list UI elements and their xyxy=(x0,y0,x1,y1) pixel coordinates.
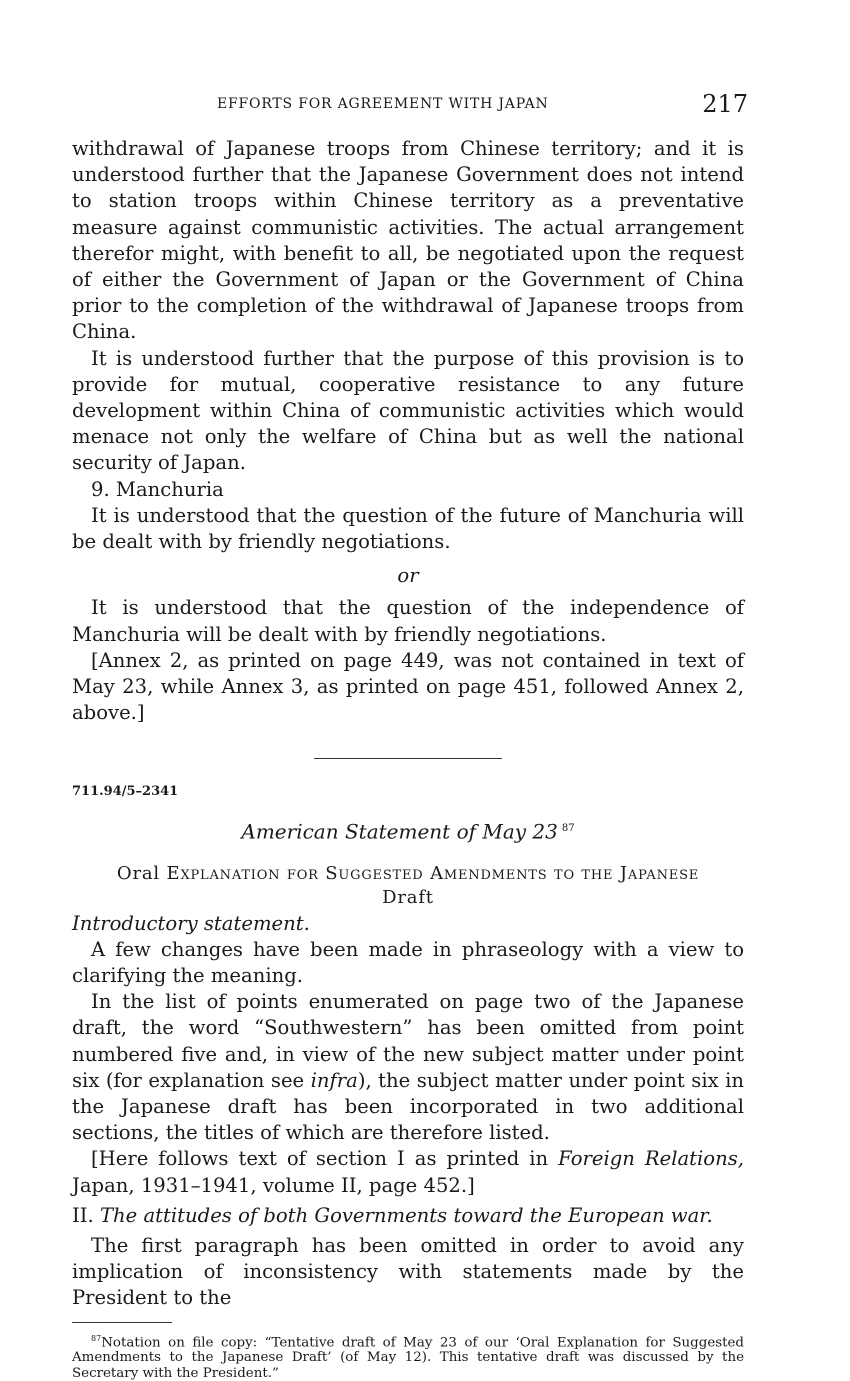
footnote-divider xyxy=(72,1322,172,1323)
file-number: 711.94/5–2341 xyxy=(72,784,179,800)
title-footnote-ref: 87 xyxy=(561,822,575,834)
points-paragraph xyxy=(72,989,744,1146)
footnote-text: Notation on file copy: “Tentative draft of May 23 of our ‘Oral Explanation for Suggested Amendments to the Japanese Draft’ (of May 12). This tentative draft was discussed by the Secretary with the President.” xyxy=(72,1335,744,1381)
page-header xyxy=(72,90,748,122)
continued-paragraph: withdrawal of Japanese troops from Chinese territory; and it is understood further that the Japanese Government does not intend to station troops within Chinese territory as a preventative measure against communistic activities. The actual arrangement therefor might, with benefit to all, be negotiated upon the request of either the Government of Japan or the Government of China prior to the completion of the withdrawal of Japanese troops from China. xyxy=(72,137,744,344)
or-separator: or xyxy=(397,564,419,588)
page-body xyxy=(72,136,744,1381)
phraseology-paragraph: A few changes have been made in phraseology with a view to clarifying the meaning. xyxy=(72,937,744,987)
footnote xyxy=(72,1331,744,1381)
annex-editorial-note: [Annex 2, as printed on page 449, was not contained in text of May 23, while Annex 3, as printed on page 451, followed Annex 2, above.] xyxy=(72,648,744,725)
points-text-1: In the list of points enumerated on page two of the Japanese draft, the word “Southwestern” has been omitted from point numbered five and, in view of the new subject matter under point six (for explanation see xyxy=(72,990,744,1092)
section2-number: II. xyxy=(72,1203,94,1227)
heading-word: Amendments xyxy=(430,862,548,884)
footnote-number: 87 xyxy=(91,1333,102,1343)
intro-label: Introductory statement. xyxy=(72,911,310,935)
page-number: 217 xyxy=(702,90,748,118)
item-label-manchuria: 9. Manchuria xyxy=(91,477,224,501)
document-heading-line2: Draft xyxy=(382,886,434,908)
section1-editorial-note xyxy=(72,1146,744,1198)
first-paragraph-omitted: The first paragraph has been omitted in order to avoid any implication of inconsistency with statements made by the President to the xyxy=(72,1233,744,1310)
manchuria-independence-paragraph: It is understood that the question of the independence of Manchuria will be dealt with by friendly negotiations. xyxy=(72,596,744,646)
document-title-text: American Statement of May 23 xyxy=(241,819,558,844)
note-text-2: Japan, 1931–1941, volume II, page 452.] xyxy=(72,1173,475,1197)
infra-italic: infra xyxy=(310,1068,358,1092)
section-divider xyxy=(314,758,502,759)
note-text-1: [Here follows text of section I as printed in xyxy=(91,1147,549,1171)
document-heading-line1 xyxy=(72,863,744,885)
provision-purpose-paragraph: It is understood further that the purpose of this provision is to provide for mutual, cooperative resistance to any future development within China of communistic activities which would menace not only the welfare of China but as well the national security of Japan. xyxy=(72,346,744,475)
manchuria-future-paragraph: It is understood that the question of the future of Manchuria will be dealt with by friendly negotiations. xyxy=(72,503,744,554)
document-title xyxy=(72,816,744,845)
section2-title-text: The attitudes of both Governments toward the European war. xyxy=(99,1203,713,1227)
running-title: EFFORTS FOR AGREEMENT WITH JAPAN xyxy=(217,96,549,112)
points-text-2: ), the subject matter under point six in the Japanese draft has been incorporated in two additional sections, the titles of which are therefore listed. xyxy=(72,1068,745,1145)
heading-word: Japanese xyxy=(619,862,700,884)
heading-word: Suggested xyxy=(325,862,424,884)
heading-word: to the xyxy=(553,862,614,884)
section2-title xyxy=(72,1203,744,1229)
heading-word: Explanation xyxy=(166,862,281,884)
heading-word: for xyxy=(286,862,319,884)
heading-word: Oral xyxy=(116,862,160,884)
foreign-relations-italic: Foreign Relations, xyxy=(558,1147,745,1171)
